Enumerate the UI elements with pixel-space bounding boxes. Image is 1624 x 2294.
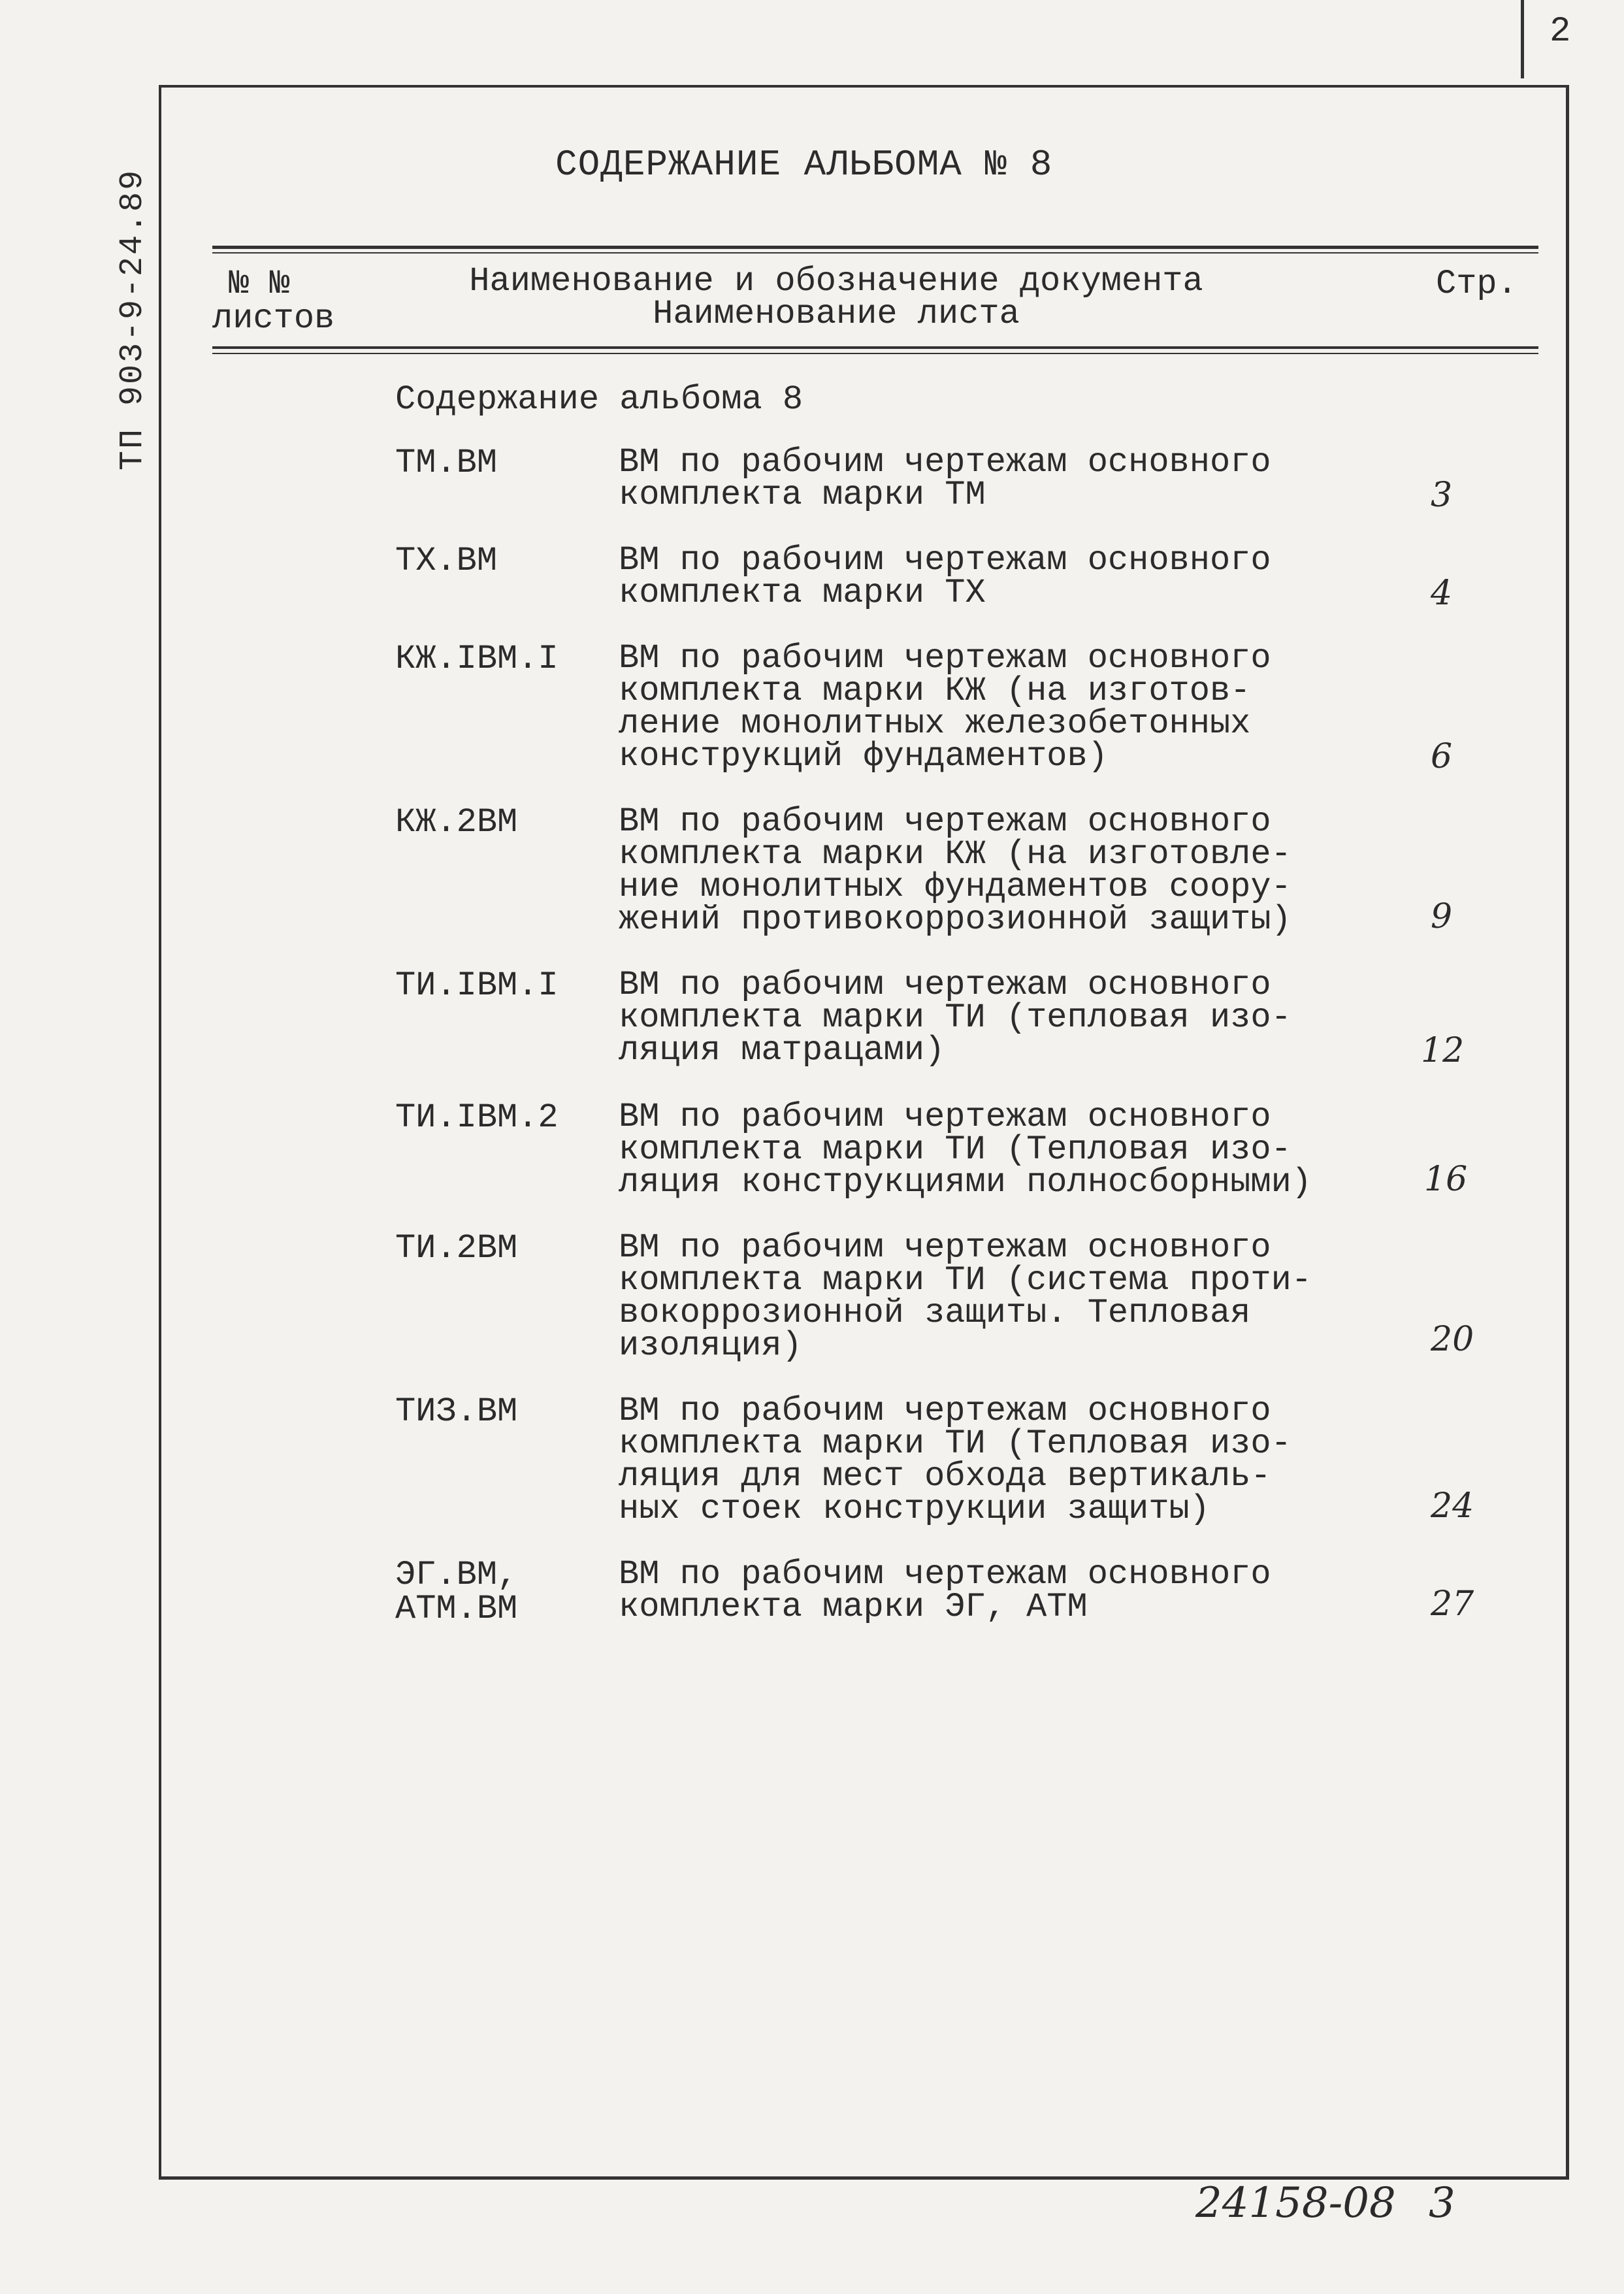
row-description: ВМ по рабочим чертежам основного комплекта марки ЭГ, АТМ [619, 1555, 1271, 1626]
table-row [395, 443, 1519, 515]
row-code: ТИ.2ВМ [395, 1229, 518, 1268]
row-description: ВМ по рабочим чертежам основного комплекта марки ТИ (система проти- вокоррозионной защиты. Тепловая изоляция) [619, 1228, 1312, 1365]
header-page: Стр. [1436, 265, 1518, 303]
row-page: 27 [1431, 1584, 1474, 1624]
row-page: 6 [1431, 737, 1453, 776]
row-description: ВМ по рабочим чертежам основного комплекта марки ТИ (тепловая изо- ляция матрацами) [619, 966, 1291, 1070]
table-row [395, 966, 1519, 1070]
row-code: ТХ.ВМ [395, 542, 498, 580]
header-sheets-line1: № № [229, 265, 290, 303]
row-page: 9 [1431, 897, 1453, 936]
row-description: ВМ по рабочим чертежам основного комплекта марки КЖ (на изготов- ление монолитных железобетонных конструкций фундаментов) [619, 639, 1271, 776]
header-top-rule-inner [212, 252, 1538, 254]
table-row [395, 1555, 1519, 1628]
header-sheets-line2: листов [212, 299, 335, 338]
row-code: ТИЗ.ВМ [395, 1392, 518, 1431]
top-divider-line [1521, 0, 1524, 78]
side-document-code: ТП 903-9-24.89 [114, 168, 152, 470]
row-code: ТИ.IВМ.2 [395, 1098, 559, 1137]
row-code: КЖ.IВМ.I [395, 640, 559, 678]
row-description: ВМ по рабочим чертежам основного комплекта марки КЖ (на изготовле- ние монолитных фундаментов соору- жений противокоррозионной защиты) [619, 802, 1291, 939]
row-description: ВМ по рабочим чертежам основного комплекта марки ТХ [619, 541, 1271, 612]
table-row [395, 541, 1519, 613]
table-row [395, 1392, 1519, 1528]
header-name-line2: Наименование листа [653, 295, 1020, 333]
row-page: 4 [1431, 574, 1453, 613]
header-top-rule [212, 246, 1538, 249]
row-page: 20 [1431, 1320, 1474, 1359]
row-code: ЭГ.ВМ, АТМ.ВМ [395, 1556, 518, 1628]
row-code: КЖ.2ВМ [395, 803, 518, 842]
table-row [395, 639, 1519, 776]
page-number: 2 [1550, 12, 1571, 52]
row-code: ТИ.IВМ.I [395, 966, 559, 1005]
row-page: 16 [1424, 1160, 1468, 1199]
row-description: ВМ по рабочим чертежам основного комплекта марки ТИ (Тепловая изо- ляция для мест обхода вертикаль- ных стоек конструкции защиты) [619, 1392, 1291, 1528]
row-page: 24 [1431, 1486, 1474, 1526]
page-title: СОДЕРЖАНИЕ АЛЬБОМА № 8 [555, 144, 1053, 186]
row-description: ВМ по рабочим чертежам основного комплекта марки ТИ (Тепловая изо- ляция конструкциями полносборными) [619, 1098, 1312, 1202]
footer-stamp: 24158-08 3 [1195, 2179, 1455, 2227]
table-row [395, 1098, 1519, 1202]
album-contents-label: Содержание альбома 8 [395, 380, 804, 419]
row-code: ТМ.ВМ [395, 444, 498, 482]
row-page: 3 [1431, 476, 1453, 515]
header-bottom-rule-inner [212, 353, 1538, 354]
header-name-line1: Наименование и обозначение документа [469, 262, 1203, 301]
row-page: 12 [1421, 1031, 1465, 1070]
row-description: ВМ по рабочим чертежам основного комплекта марки ТМ [619, 443, 1271, 514]
header-bottom-rule [212, 346, 1538, 349]
